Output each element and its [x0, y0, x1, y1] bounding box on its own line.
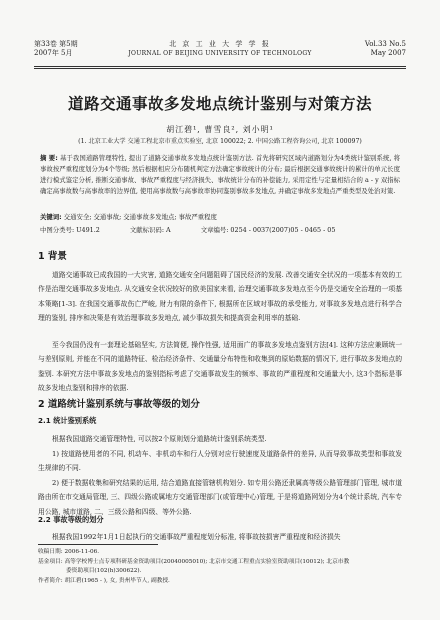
header-vol-no: Vol.33 No.5: [364, 40, 406, 48]
section-2-2-heading: 2.2 事故等级的划分: [38, 515, 104, 524]
section-2-heading: 2 道路统计鉴别系统与事故等级的划分: [38, 399, 200, 410]
keywords-text: 交通安全; 交通事故; 交通事故多发地点; 事故严重程度: [63, 213, 217, 221]
document-code: 文献标识码: A: [129, 226, 171, 234]
paper-title: 道路交通事故多发地点统计鉴别与对策方法: [67, 95, 372, 113]
section-1-paragraph-2: 至今我国仍没有一套理论基础坚实, 方法简便, 操作性强, 适用面广的事故多发地点鉴别方法[4]. 这种方法应兼顾统一与差别原则, 并能在不同的道路特征、检治经济条件、交通量分布特性和收集到的原始数据的情况下, 进行事故多发地点的鉴别. 本研究方法中事故多发地点的鉴别指标考虑了交通事故发生的频率、事故的严重程度和交通量大小, 这3个指标是事故多发地点鉴别和排序的依据.: [38, 341, 402, 392]
header-date-cn: 2007年 5月: [34, 49, 73, 57]
classification-line: [40, 225, 400, 234]
footnote-rule: [38, 544, 158, 545]
running-header: [34, 40, 406, 58]
article-number: 文章编号: 0254 - 0037(2007)05 - 0465 - 05: [200, 226, 336, 234]
section-1-paragraph-1: 道路交通事故已成我国的一大灾害, 道路交通安全问题阻碍了国民经济的发展. 改善交通安全状况的一项基本有效的工作是治理交通事故多发地点. 从交通安全状况较好的欧美国家来看, 治理交通事故多发地点至今仍是交通安全治理的一项基本策略[1-3]. 在我国交通事故伤亡严峻, 财力有限的条件下, 根据所在区域对事故的承受能力, 对事故多发地点进行科学合理的鉴别, 排序和决策是有效治理事故多发地点, 减少事故损失和提高资金利用率的基础.: [38, 271, 402, 322]
footnote-fund-cont: 委资助项目(102(h)300622).: [66, 568, 142, 574]
header-volume: [34, 40, 78, 58]
footnote-author: 作者简介: 胡江碧(1965 - ), 女, 贵州毕节人, 副教授.: [38, 577, 170, 584]
footnote-fund: 基金项目: 高等学校博士点专项科研基金资助项目(20040005010); 北京市交通工程重点实验室资助项目(10012); 北京市教: [38, 558, 350, 565]
paper-affiliation: (1. 北京工业大学 交通工程北京市重点实验室, 北京 100022; 2. 中国公路工程咨询公司, 北京 100097): [78, 138, 362, 145]
section-2-2-paragraph-1: 根据我国1992年1月1日起执行的交通事故严重程度划分标准, 将事故按损害严重程度和经济损失: [52, 533, 341, 541]
paper-authors: 胡江碧¹, 曹雪良², 刘小明¹: [166, 125, 274, 134]
journal-name-en: JOURNAL OF BEIJING UNIVERSITY OF TECHNOLOGY: [128, 50, 312, 57]
header-rule-thin: [34, 68, 406, 69]
clc-number: 中图分类号: U491.2: [40, 226, 100, 234]
abstract: [40, 153, 400, 197]
keywords-label: 关键词:: [40, 213, 62, 221]
footnote-received: 收稿日期: 2006-11-06.: [38, 549, 100, 555]
section-2-1-paragraph-3: 2) 便于数据收集和研究结果的运用, 结合道路直接管辖机构划分. 如专用公路还隶属高等级公路管理部门管理, 城市道路由所在市交通局管理, 三、四级公路或属地方交通管理部门(或管理中心)管理, 于是将道路网划分为4个统计系统, 汽车专用公路, 城市道路, 二、三级公路和四级、等外公路.: [38, 479, 402, 516]
section-1-heading: 1 背景: [38, 251, 67, 262]
header-date-en: May 2007: [370, 49, 406, 57]
section-2-1-paragraph-1: 根据我国道路交通管理特性, 可以按2个原则划分道路统计鉴别系统类型.: [52, 435, 267, 443]
abstract-text: 基于我国道路管理特性, 提出了道路交通事故多发地点统计鉴别方法. 首先将研究区域内道路划分为4类统计鉴别系统, 将事故按严重程度划分为4个等级; 然后根据相应分布随机判定方法确定事故统计的分布; 最后根据交通事故统计的累计的单元长度进行模式鉴定分析, 推断交通事故、事故严重程度与经济损失、事故统计分布的补偿能力, 采用定性与定量相结合的 a - y 双指标确定高事故数与高事故率的边界值, 使用高事故数与高事故率协同鉴别事故多发地点, 并确定事故多发地点严重类型及处治对策.: [40, 154, 400, 195]
header-volume-issue: 第33卷 第5期: [34, 40, 78, 48]
keywords: [40, 212, 400, 222]
section-2-1-paragraph-2: 1) 按道路使用者的不同, 机动车、非机动车和行人分别对应行驶速度及道路条件的差异, 从而导致事故类型和事故发生规律的不同.: [38, 450, 402, 473]
header-volume-en: [365, 40, 406, 58]
footnotes: [38, 548, 402, 586]
journal-name-cn: 北 京 工 业 大 学 学 报: [169, 40, 271, 48]
section-2-1-heading: 2.1 统计鉴别系统: [38, 416, 97, 425]
header-rule-thick: [34, 66, 406, 67]
abstract-label: 摘 要:: [40, 154, 58, 162]
